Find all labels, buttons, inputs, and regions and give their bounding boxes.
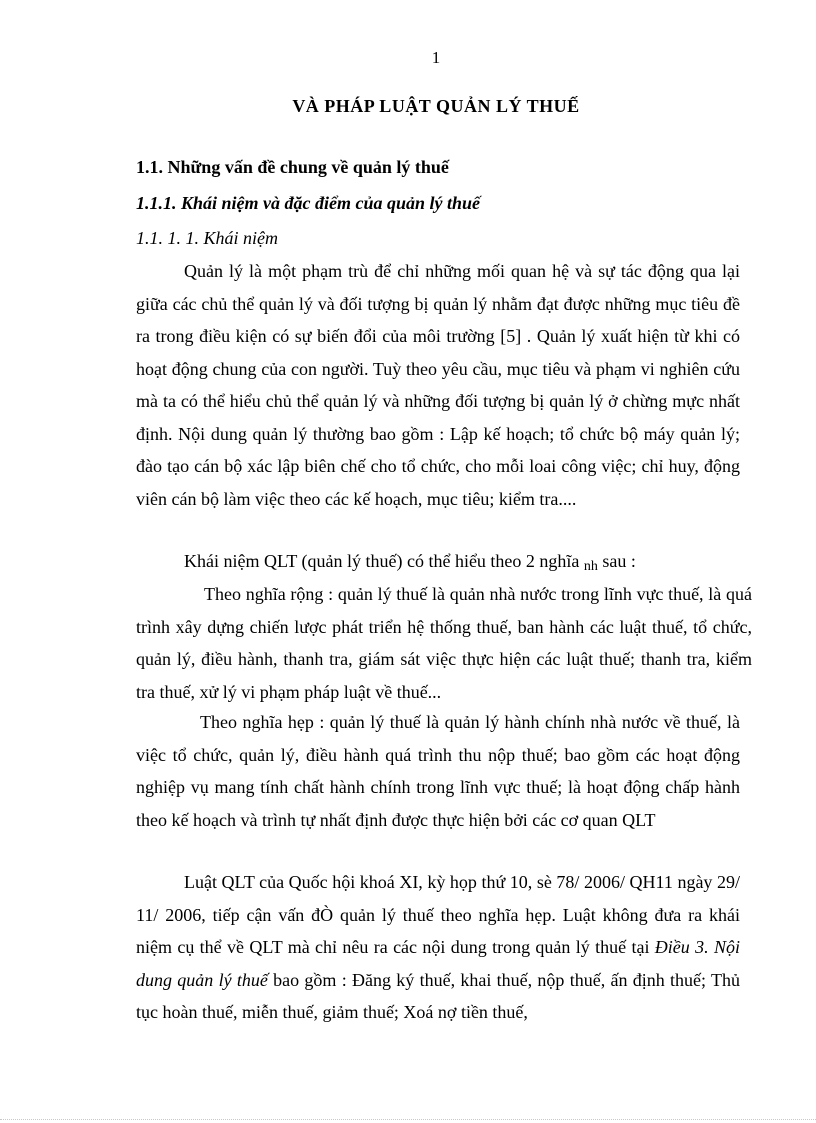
page-number: 1 xyxy=(431,48,441,67)
paragraph-broad-sense: Theo nghĩa rộng : quản lý thuế là quản nhà nước trong lĩnh vực thuế, là quá trình xây dựng chiến lược phát triển hệ thống thuế, ban hành các luật thuế, tổ chức, quản lý, điều hành, thanh tra, giám sát việc thực hiện các luật thuế; thanh tra, kiểm tra thuế, xử lý vi phạm pháp luật về thuế... xyxy=(136,584,752,702)
page-bottom-divider xyxy=(0,1119,816,1120)
inline-fragment: nh xyxy=(583,559,598,574)
paragraph-tax-law xyxy=(136,866,740,1029)
paragraph-management-concept: Quản lý là một phạm trù để chỉ những mối quan hệ và sự tác động qua lại giữa các chủ thể quản lý và đối tượng bị quản lý nhằm đạt được những mục tiêu đề ra trong điều kiện có sự biến đổi của môi trường [5] . Quản lý xuất hiện từ khi có hoạt động chung của con người. Tuỳ theo yêu cầu, mục tiêu và phạm vi nghiên cứu mà ta có thể hiểu chủ thể quản lý và những đối tượng bị quản lý ở chừng mực nhất định. Nội dung quản lý thường bao gồm : Lập kế hoạch; tổ chức bộ máy quản lý; đào tạo cán bộ xác lập biên chế cho tổ chức, cho mỗi loai công việc; chỉ huy, động viên cán bộ làm việc theo các kế hoạch, mục tiêu; kiểm tra.... xyxy=(136,261,740,509)
paragraph-narrow-sense: Theo nghĩa hẹp : quản lý thuế là quản lý hành chính nhà nước về thuế, là việc tổ chức, quản lý, điều hành quá trình thu nộp thuế; bao gồm các hoạt động nghiệp vụ mang tính chất hành chính trong lĩnh vực thuế; là hoạt động chấp hành theo kế hoạch và trình tự nhất định được thực hiện bởi các cơ quan QLT xyxy=(136,712,740,830)
subsubsection-heading: 1.1. 1. 1. Khái niệm xyxy=(136,228,278,248)
paragraph-qlt-text: Khái niệm QLT (quản lý thuế) có thể hiểu theo 2 nghĩa xyxy=(184,551,584,571)
chapter-title: VÀ PHÁP LUẬT QUẢN LÝ THUẾ xyxy=(292,96,580,116)
paragraph-tax-law-text: Luật QLT của Quốc hội khoá XI, kỳ họp thứ 10, sè 78/ 2006/ QH11 ngày 29/ 11/ 2006, tiếp cận vấn đÒ quản lý thuế theo nghĩa hẹp. Luật không đưa ra khái niệm cụ thể về QLT mà chỉ nêu ra các nội dung trong quản lý thuế tại xyxy=(136,872,740,957)
section-heading: 1.1. Những vấn đề chung về quản lý thuế xyxy=(136,157,449,177)
paragraph-tax-law-text-end: bao gồm : Đăng ký thuế, khai thuế, nộp thuế, ấn định thuế; Thủ tục hoàn thuế, miễn thuế, giảm thuế; Xoá nợ tiền thuế, xyxy=(136,969,741,1022)
paragraph-qlt-text-end: sau : xyxy=(597,551,636,571)
subsection-heading: 1.1.1. Khái niệm và đặc điểm của quản lý thuế xyxy=(136,193,481,213)
article-reference: Điều 3. Nội dung quản lý thuế xyxy=(136,937,740,990)
